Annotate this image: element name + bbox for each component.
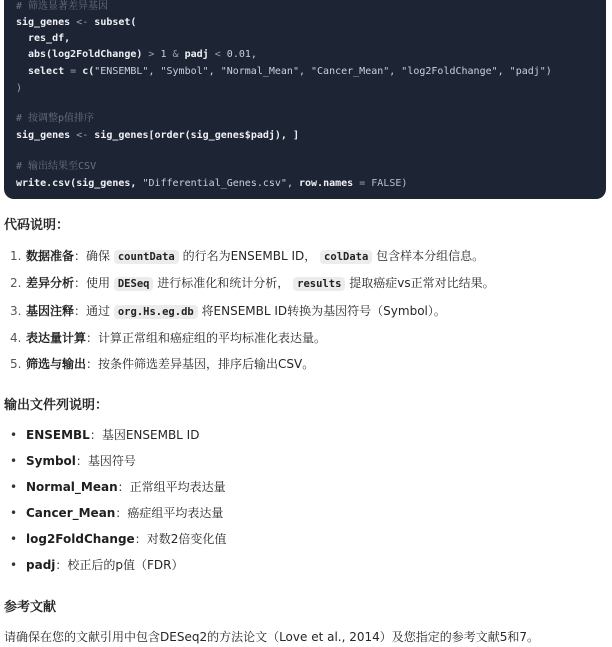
code-comment: # 按调整p值排序 — [16, 113, 95, 124]
list-item: 1. 数据准备：确保 countData 的行名为ENSEMBL ID， colData 包含样本分组信息。 — [10, 249, 485, 263]
code-line: sig_genes <- subset( — [16, 17, 137, 28]
list-item: • padj：校正后的p值（FDR） — [10, 558, 184, 572]
list-item: 3. 基因注释：通过 org.Hs.eg.db 将ENSEMBL ID转换为基因符号（Symbol）。 — [10, 304, 446, 318]
bullet-icon: • — [10, 506, 18, 520]
list-item: 2. 差异分析：使用 DESeq 进行标准化和统计分析， results 提取癌症vs正常对比结果。 — [10, 276, 495, 290]
code-line: res_df, — [28, 33, 71, 44]
list-item: • Symbol：基因符号 — [10, 454, 136, 468]
list-item: 5. 筛选与输出：按条件筛选差异基因，排序后输出CSV。 — [10, 357, 315, 371]
code-line: select = c("ENSEMBL", "Symbol", "Normal_Mean", "Cancer_Mean", "log2FoldChange", "padj") — [28, 66, 552, 77]
bullet-icon: • — [10, 532, 18, 546]
refs-heading: 参考文献 — [4, 600, 57, 615]
refs-text: 请确保在您的文献引用中包含DESeq2的方法论文（Love et al., 2014）及您指定的参考文献5和7。 — [4, 630, 540, 644]
explain-heading: 代码说明： — [4, 218, 70, 233]
bullet-icon: • — [10, 454, 18, 468]
code-block — [4, 0, 606, 199]
list-item: • Cancer_Mean：癌症组平均表达量 — [10, 506, 224, 520]
bullet-icon: • — [10, 558, 18, 572]
code-line: abs(log2FoldChange) > 1 & padj < 0.01, — [28, 49, 257, 60]
list-item: • log2FoldChange：对数2倍变化值 — [10, 532, 227, 546]
code-line: write.csv(sig_genes, "Differential_Genes.csv", row.names = FALSE) — [16, 178, 408, 189]
code-line: sig_genes <- sig_genes[order(sig_genes$padj), ] — [16, 130, 299, 141]
bullet-icon: • — [10, 428, 18, 442]
bullet-icon: • — [10, 480, 18, 494]
code-comment: # 输出结果至CSV — [16, 161, 97, 172]
list-item: • ENSEMBL：基因ENSEMBL ID — [10, 428, 200, 442]
list-item: • Normal_Mean：正常组平均表达量 — [10, 480, 226, 494]
code-comment: # 筛选显著差异基因 — [16, 1, 109, 12]
code-line: ) — [16, 83, 23, 94]
columns-heading: 输出文件列说明： — [4, 398, 109, 413]
list-item: 4. 表达量计算：计算正常组和癌症组的平均标准化表达量。 — [10, 331, 327, 345]
